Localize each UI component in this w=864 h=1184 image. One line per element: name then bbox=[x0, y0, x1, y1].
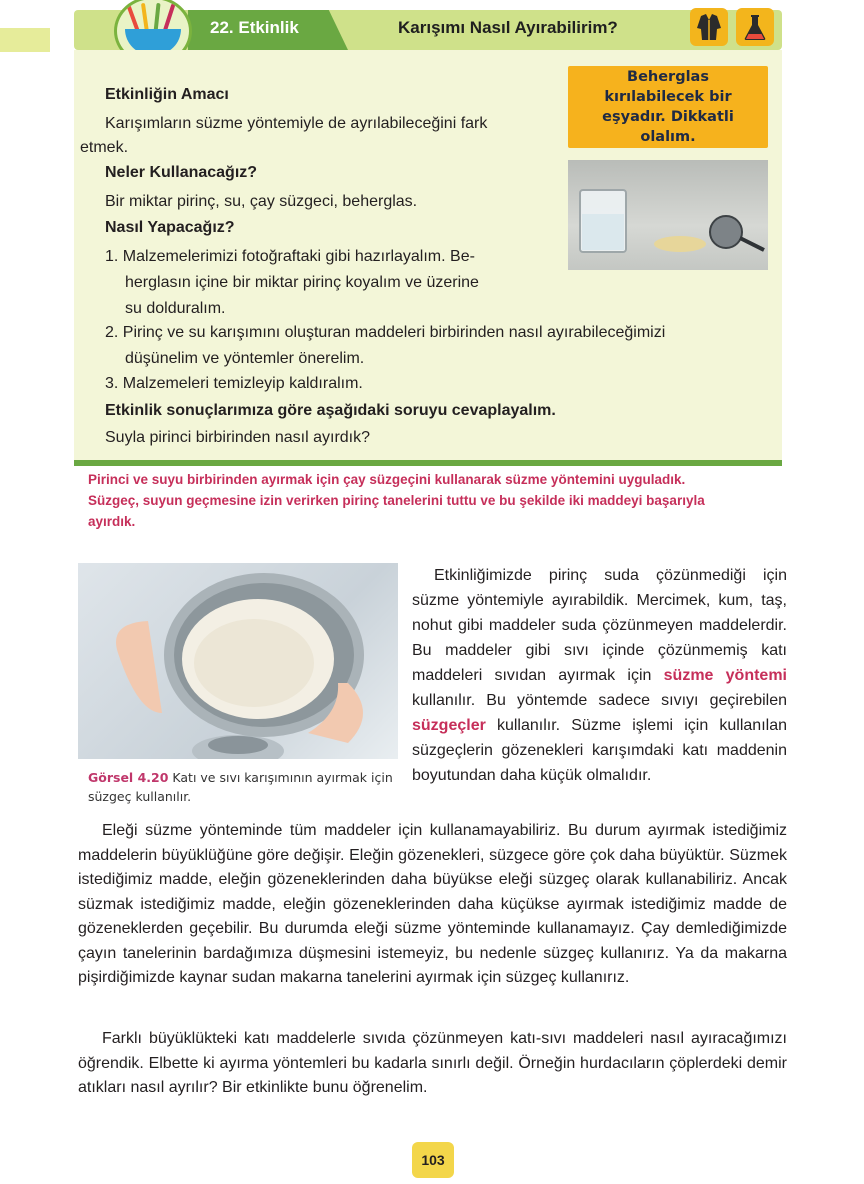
step-line: herglasın içine bir miktar pirinç koyalım ve üzerine bbox=[125, 274, 479, 291]
warning-text: Beherglas kırılabilecek bir eşyadır. Dikkatli olalım. bbox=[602, 69, 734, 145]
materials-text: Bir miktar pirinç, su, çay süzgeci, beherglas. bbox=[105, 193, 418, 210]
sieve-rice-photo bbox=[78, 563, 398, 759]
step-line: Malzemelerimizi fotoğraftaki gibi hazırlayalım. Be- bbox=[122, 248, 475, 265]
step-1 bbox=[105, 244, 557, 322]
text-run: kullanılır. Bu yöntemde sadece sıvıyı geçirebilen bbox=[412, 692, 787, 709]
activity-bottom-bar bbox=[74, 460, 782, 466]
answer-line: Pirinci ve suyu birbirinden ayırmak için çay süzgeçini kullanarak süzme yöntemini uyguladık. bbox=[88, 472, 686, 487]
handwritten-answer bbox=[88, 469, 788, 532]
purpose-text-cont: etmek. bbox=[80, 139, 129, 156]
caption-line: Katı ve sıvı karışımının ayırmak için bbox=[172, 770, 393, 785]
step-line: su dolduralım. bbox=[125, 300, 226, 317]
column-paragraph bbox=[412, 563, 787, 788]
figure-caption bbox=[88, 768, 393, 806]
materials-heading: Neler Kullanacağız? bbox=[105, 164, 258, 181]
step-number: 3. bbox=[105, 375, 119, 392]
text-run: Etkinliğimizde pirinç suda çözünmediği için süzme yöntemiyle ayırabildik. Mercimek, kum, taş, nohut gibi maddeler suda çözünmeyen maddelerdir. Bu maddeler gibi sıvı içinde çözünmemiş katı maddeleri sıvıdan ayırmak için bbox=[412, 567, 787, 684]
step-line: Malzemeleri temizleyip kaldıralım. bbox=[122, 375, 363, 392]
highlight-term: süzgeçler bbox=[412, 717, 486, 734]
page-number: 103 bbox=[412, 1142, 454, 1178]
lab-coat-icon bbox=[690, 8, 728, 46]
purpose-text: Karışımların süzme yöntemiyle de ayrılabileceğini fark bbox=[105, 115, 488, 132]
answer-line: ayırdık. bbox=[88, 514, 136, 529]
result-heading: Etkinlik sonuçlarımıza göre aşağıdaki soruyu cevaplayalım. bbox=[105, 402, 556, 419]
step-line: düşünelim ve yöntemler önerelim. bbox=[125, 350, 365, 367]
purpose-heading: Etkinliğin Amacı bbox=[105, 86, 229, 103]
question-text: Suyla pirinci birbirinden nasıl ayırdık? bbox=[105, 429, 371, 446]
step-number: 1. bbox=[105, 248, 119, 265]
activity-title: Karışımı Nasıl Ayırabilirim? bbox=[398, 18, 618, 37]
caption-line: süzgeç kullanılır. bbox=[88, 789, 192, 804]
text-run: kullanılır. Süzme işlemi için kullanılan süzgeçlerin gözenekleri karışımdaki katı maddenin boyutundan daha küçük olmalıdır. bbox=[412, 717, 787, 784]
figure-label: Görsel 4.20 bbox=[88, 770, 169, 785]
step-3 bbox=[105, 371, 363, 397]
body-paragraph: Farklı büyüklükteki katı maddelerle sıvıda çözünmeyen katı-sıvı maddeleri nasıl ayıracağımızı öğrendik. Elbette ki ayırma yöntemleri bu kadarla sınırlı değil. Örneğin hurdacıların çöplerdeki demir atıkları nasıl ayrılır? Bir etkinlikte bunu öğrenelim. bbox=[78, 1030, 787, 1096]
step-number: 2. bbox=[105, 324, 119, 341]
step-2 bbox=[105, 320, 785, 372]
body-paragraph: Eleği süzme yönteminde tüm maddeler için kullanamayabiliriz. Bu durum ayırmak istediğimiz maddelerin büyüklüğüne göre değişir. Eleğin gözenekleri, süzgece göre çok daha büyüktür. Süzmek istediğimiz madde, eleğin gözeneklerinden daha büyükse eleği süzgeç olarak kullanabiliriz. Ancak süzmak istediğimiz madde, eleğin gözeneklerinden daha küçükse ayırmak istediğimiz madde de gözeneklerden geçebilir. Bu durumda eleği süzme yönteminde kullanamayız. Çay demlediğimizde çayın tanelerinin bardağımıza düşmesini istemeyiz, bu nedenle süzgeç kullanırız. Ya da makarna pişirdiğimizde kaynar sudan makarna tanelerini ayırmak için süzgeç kullanırız. bbox=[78, 822, 787, 986]
materials-photo bbox=[568, 160, 768, 270]
highlight-term: süzme yöntemi bbox=[663, 667, 788, 684]
flask-icon bbox=[736, 8, 774, 46]
activity-number: 22. Etkinlik bbox=[210, 18, 299, 37]
warning-box bbox=[568, 66, 768, 148]
answer-line: Süzgeç, suyun geçmesine izin verirken pirinç tanelerini tuttu ve bu şekilde iki maddeyi başarıyla bbox=[88, 493, 705, 508]
left-margin-strip bbox=[0, 28, 50, 52]
how-heading: Nasıl Yapacağız? bbox=[105, 219, 235, 236]
step-line: Pirinç ve su karışımını oluşturan maddeleri birbirinden nasıl ayırabileceğimizi bbox=[122, 324, 666, 341]
